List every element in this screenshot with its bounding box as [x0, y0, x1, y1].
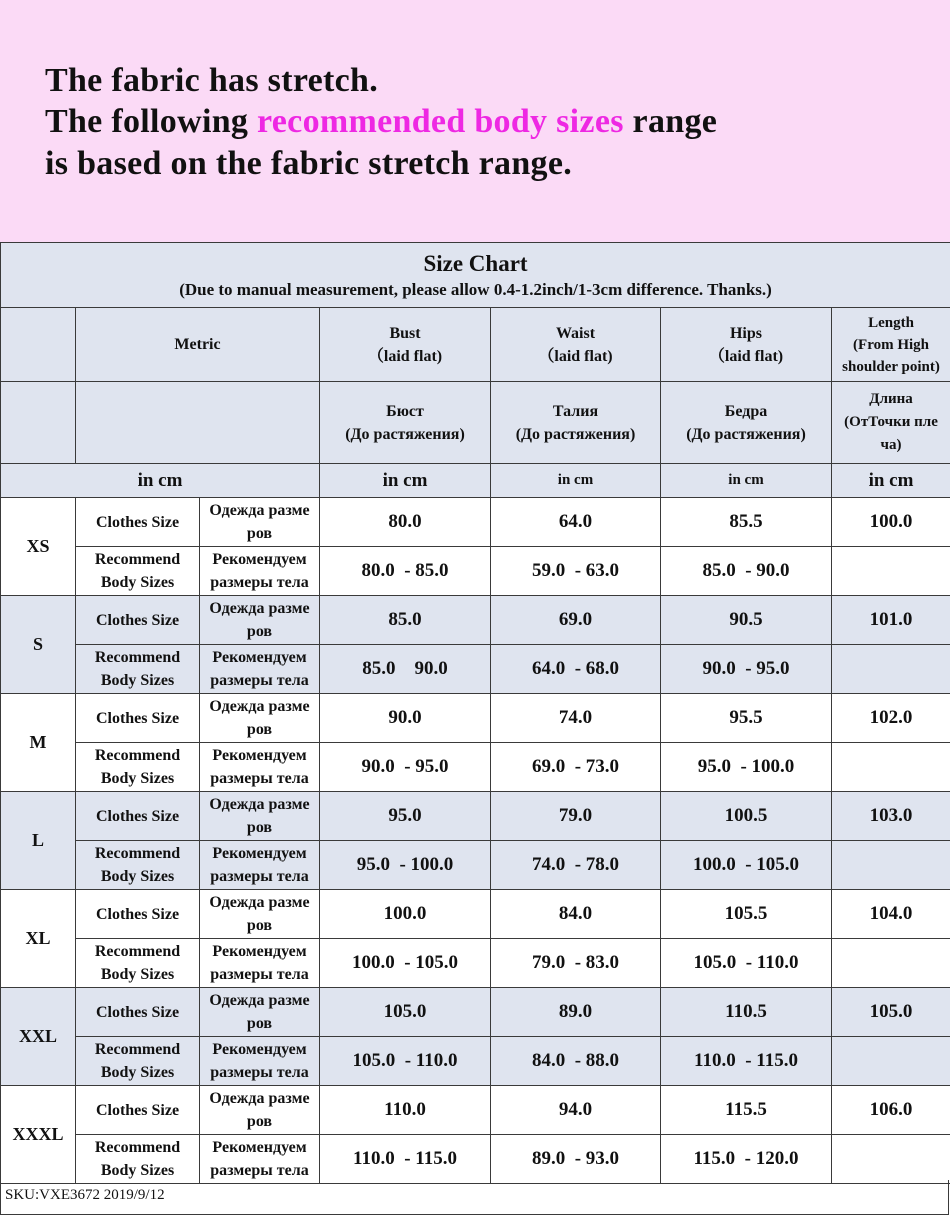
clothes-waist: 84.0 [491, 890, 661, 939]
body-bust-range: 110.0 - 115.0 [320, 1135, 491, 1184]
size-label: XS [1, 498, 76, 596]
body-waist-range: 89.0 - 93.0 [491, 1135, 661, 1184]
clothes-waist: 69.0 [491, 596, 661, 645]
col-hips-en [661, 308, 832, 382]
unit-metric: in cm [1, 464, 320, 498]
body-bust-range: 105.0 - 110.0 [320, 1037, 491, 1086]
body-waist-range: 59.0 - 63.0 [491, 547, 661, 596]
size-row-body [1, 547, 950, 596]
clothes-size-label-ru: Одежда разме ров [200, 988, 320, 1037]
unit-hips: in cm [661, 464, 832, 498]
col-bust-note: （laid flat) [367, 347, 443, 365]
size-label: M [1, 694, 76, 792]
chart-subtitle: (Due to manual measurement, please allow 0.4-1.2inch/1-3cm difference. Thanks.) [179, 280, 772, 299]
size-label: XXXL [1, 1086, 76, 1184]
clothes-size-label-ru: Одежда разме ров [200, 890, 320, 939]
body-size-label-ru: Рекомендуем размеры тела [200, 1037, 320, 1086]
metric-label: Metric [76, 308, 320, 382]
body-size-label-ru: Рекомендуем размеры тела [200, 1135, 320, 1184]
col-hips-note: （laid flat) [708, 347, 784, 365]
chart-title-cell [1, 243, 950, 308]
body-waist-range: 64.0 - 68.0 [491, 645, 661, 694]
clothes-bust: 80.0 [320, 498, 491, 547]
col-bust-name: Bust [389, 324, 421, 342]
body-length-empty [832, 841, 950, 890]
clothes-size-label: Clothes Size [76, 596, 200, 645]
body-hips-range: 105.0 - 110.0 [661, 939, 832, 988]
size-row-body [1, 841, 950, 890]
clothes-waist: 89.0 [491, 988, 661, 1037]
body-bust-range: 90.0 - 95.0 [320, 743, 491, 792]
clothes-hips: 100.5 [661, 792, 832, 841]
clothes-size-label: Clothes Size [76, 890, 200, 939]
clothes-hips: 95.5 [661, 694, 832, 743]
clothes-hips: 115.5 [661, 1086, 832, 1135]
clothes-length: 101.0 [832, 596, 950, 645]
header-line-2-pre: The following [45, 103, 258, 140]
body-size-label-ru: Рекомендуем размеры тела [200, 841, 320, 890]
col-length-ru [832, 382, 950, 464]
clothes-length: 106.0 [832, 1086, 950, 1135]
body-length-empty [832, 743, 950, 792]
col-length-ru-note: (ОтТочки пле ча) [844, 414, 938, 453]
clothes-bust: 105.0 [320, 988, 491, 1037]
size-row-body [1, 939, 950, 988]
col-waist-en [491, 308, 661, 382]
body-hips-range: 110.0 - 115.0 [661, 1037, 832, 1086]
size-row-clothes [1, 694, 950, 743]
clothes-size-label: Clothes Size [76, 1086, 200, 1135]
body-length-empty [832, 547, 950, 596]
body-bust-range: 85.0 90.0 [320, 645, 491, 694]
body-hips-range: 85.0 - 90.0 [661, 547, 832, 596]
clothes-size-label: Clothes Size [76, 694, 200, 743]
clothes-bust: 100.0 [320, 890, 491, 939]
size-row-body [1, 645, 950, 694]
header-line-2 [45, 103, 717, 141]
clothes-size-label-ru: Одежда разме ров [200, 1086, 320, 1135]
clothes-length: 105.0 [832, 988, 950, 1037]
clothes-hips: 105.5 [661, 890, 832, 939]
col-length-note: (From High shoulder point) [842, 336, 940, 375]
clothes-size-label: Clothes Size [76, 498, 200, 547]
header-line-3: is based on the fabric stretch range. [45, 145, 573, 182]
body-bust-range: 100.0 - 105.0 [320, 939, 491, 988]
body-bust-range: 80.0 - 85.0 [320, 547, 491, 596]
clothes-hips: 85.5 [661, 498, 832, 547]
col-bust-ru-note: (До растяжения) [345, 425, 465, 443]
body-size-label: Recommend Body Sizes [76, 1135, 200, 1184]
col-bust-ru [320, 382, 491, 464]
body-waist-range: 79.0 - 83.0 [491, 939, 661, 988]
body-size-label: Recommend Body Sizes [76, 1037, 200, 1086]
body-hips-range: 100.0 - 105.0 [661, 841, 832, 890]
col-hips-ru-name: Бедра [724, 402, 768, 420]
header-corner [1, 308, 76, 382]
clothes-waist: 64.0 [491, 498, 661, 547]
body-length-empty [832, 645, 950, 694]
clothes-size-label-ru: Одежда разме ров [200, 498, 320, 547]
size-row-clothes [1, 1086, 950, 1135]
clothes-bust: 110.0 [320, 1086, 491, 1135]
clothes-length: 100.0 [832, 498, 950, 547]
body-hips-range: 95.0 - 100.0 [661, 743, 832, 792]
size-row-clothes [1, 890, 950, 939]
body-size-label-ru: Рекомендуем размеры тела [200, 939, 320, 988]
body-hips-range: 90.0 - 95.0 [661, 645, 832, 694]
header-banner [0, 0, 950, 242]
size-row-body [1, 1135, 950, 1184]
size-label: L [1, 792, 76, 890]
body-size-label: Recommend Body Sizes [76, 743, 200, 792]
size-label: S [1, 596, 76, 694]
clothes-length: 104.0 [832, 890, 950, 939]
body-size-label-ru: Рекомендуем размеры тела [200, 645, 320, 694]
col-waist-ru-note: (До растяжения) [515, 425, 636, 443]
size-row-clothes [1, 498, 950, 547]
unit-bust: in cm [320, 464, 491, 498]
col-length-ru-name: Длина [869, 391, 913, 407]
body-size-label: Recommend Body Sizes [76, 841, 200, 890]
col-waist-ru-name: Талия [552, 402, 599, 420]
clothes-size-label: Clothes Size [76, 988, 200, 1037]
col-hips-ru [661, 382, 832, 464]
col-bust-en [320, 308, 491, 382]
clothes-waist: 79.0 [491, 792, 661, 841]
clothes-bust: 85.0 [320, 596, 491, 645]
sku-label: SKU:VXE3672 2019/9/12 [5, 1187, 165, 1203]
clothes-size-label: Clothes Size [76, 792, 200, 841]
size-row-clothes [1, 792, 950, 841]
body-size-label-ru: Рекомендуем размеры тела [200, 547, 320, 596]
body-length-empty [832, 939, 950, 988]
body-hips-range: 115.0 - 120.0 [661, 1135, 832, 1184]
footer-box [0, 1180, 949, 1215]
col-length-en [832, 308, 950, 382]
clothes-size-label-ru: Одежда разме ров [200, 694, 320, 743]
unit-length: in cm [832, 464, 950, 498]
col-hips-name: Hips [729, 324, 762, 342]
col-waist-note: （laid flat) [538, 347, 613, 365]
body-waist-range: 74.0 - 78.0 [491, 841, 661, 890]
clothes-waist: 74.0 [491, 694, 661, 743]
header-blank-metric [76, 382, 320, 464]
unit-waist: in cm [491, 464, 661, 498]
header-highlight: recommended body sizes [257, 103, 624, 140]
body-size-label: Recommend Body Sizes [76, 645, 200, 694]
col-length-name: Length [868, 314, 914, 331]
body-size-label: Recommend Body Sizes [76, 547, 200, 596]
col-waist-ru [491, 382, 661, 464]
body-size-label-ru: Рекомендуем размеры тела [200, 743, 320, 792]
col-waist-name: Waist [555, 324, 596, 342]
col-bust-ru-name: Бюст [386, 402, 424, 420]
size-label: XXL [1, 988, 76, 1086]
header-line-2-post: range [623, 103, 718, 140]
size-label: XL [1, 890, 76, 988]
body-length-empty [832, 1037, 950, 1086]
header-blank-left [1, 382, 76, 464]
col-hips-ru-note: (До растяжения) [686, 425, 806, 443]
clothes-bust: 95.0 [320, 792, 491, 841]
body-size-label: Recommend Body Sizes [76, 939, 200, 988]
chart-title: Size Chart [423, 251, 528, 276]
clothes-hips: 90.5 [661, 596, 832, 645]
clothes-hips: 110.5 [661, 988, 832, 1037]
size-row-clothes [1, 988, 950, 1037]
body-waist-range: 69.0 - 73.0 [491, 743, 661, 792]
clothes-size-label-ru: Одежда разме ров [200, 596, 320, 645]
size-row-body [1, 1037, 950, 1086]
body-length-empty [832, 1135, 950, 1184]
header-line-1: The fabric has stretch. [45, 62, 379, 99]
clothes-waist: 94.0 [491, 1086, 661, 1135]
size-row-clothes [1, 596, 950, 645]
clothes-size-label-ru: Одежда разме ров [200, 792, 320, 841]
size-row-body [1, 743, 950, 792]
body-waist-range: 84.0 - 88.0 [491, 1037, 661, 1086]
body-bust-range: 95.0 - 100.0 [320, 841, 491, 890]
clothes-length: 103.0 [832, 792, 950, 841]
clothes-bust: 90.0 [320, 694, 491, 743]
clothes-length: 102.0 [832, 694, 950, 743]
size-chart-table [0, 242, 950, 1184]
